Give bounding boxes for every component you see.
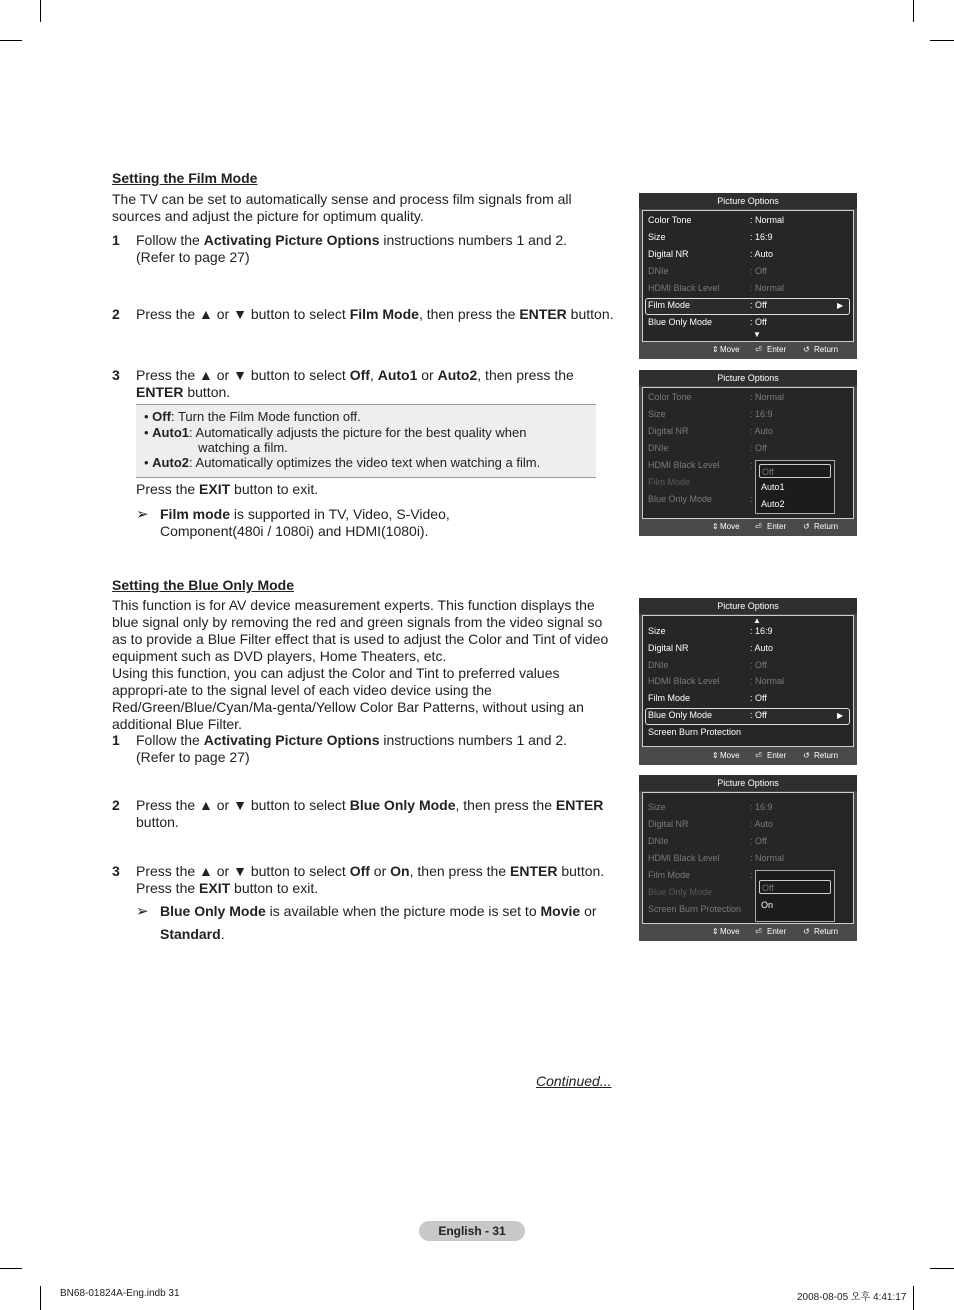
page-number-badge: English - 31	[419, 1221, 525, 1241]
film-step-3: Press the ▲ or ▼ button to select Off, Auto1 or Auto2, then press the ENTER button.	[136, 367, 574, 400]
note-arrow-icon: ➢	[136, 506, 149, 523]
osd-value: : Auto	[750, 643, 774, 653]
hint-move: Move	[720, 927, 740, 936]
osd-screen-blue-select	[639, 598, 857, 765]
osd-item: DNIe	[648, 660, 669, 670]
osd-item: DNIe	[648, 836, 669, 846]
osd-menu	[642, 615, 854, 747]
osd-screen-blue-options	[639, 775, 857, 941]
hint-enter: Enter	[767, 751, 787, 760]
osd-hint-bar	[639, 343, 857, 357]
crop-mark	[913, 0, 914, 22]
osd-item: Blue Only Mode	[648, 887, 713, 897]
osd-item: HDMI Black Level	[648, 460, 720, 470]
hint-enter: Enter	[767, 927, 787, 936]
hint-move: Move	[720, 522, 740, 531]
osd-value: : Auto	[750, 426, 774, 436]
osd-item: HDMI Black Level	[648, 676, 720, 686]
enter-icon: ⏎	[755, 522, 762, 531]
osd-screen-film-options	[639, 370, 857, 536]
osd-value: : Off	[750, 836, 767, 846]
osd-item[interactable]: Size	[648, 626, 666, 636]
return-icon: ↺	[803, 927, 810, 936]
osd-title: Picture Options	[639, 193, 857, 209]
note-arrow-icon: ➢	[136, 903, 149, 920]
step-number: 3	[112, 367, 120, 383]
osd-value: : Off	[750, 317, 767, 327]
step-number: 3	[112, 863, 120, 879]
osd-item: Color Tone	[648, 392, 692, 402]
blue-step-3: Press the ▲ or ▼ button to select Off or On, then press the ENTER button. Press the EXIT button to exit.	[136, 863, 605, 896]
osd-item[interactable]: Color Tone	[648, 215, 692, 225]
blue-step-1: Follow the Activating Picture Options instructions numbers 1 and 2. (Refer to page 27)	[136, 732, 568, 765]
step-number: 2	[112, 797, 120, 813]
osd-value: : Normal	[750, 853, 785, 863]
osd-value: :	[750, 870, 753, 880]
return-icon: ↺	[803, 522, 810, 531]
osd-value: : 16:9	[750, 232, 773, 242]
osd-item: Film Mode	[648, 870, 691, 880]
crop-mark	[0, 40, 22, 41]
dropdown-option[interactable]: Off	[759, 880, 831, 894]
move-icon: ⇕	[712, 345, 719, 354]
hint-return: Return	[814, 345, 839, 354]
film-mode-note: Film mode is supported in TV, Video, S-Video, Component(480i / 1080i) and HDMI(1080i).	[160, 506, 450, 539]
step-number: 1	[112, 232, 120, 248]
osd-value: : Off	[750, 443, 767, 453]
blue-only-intro: This function is for AV device measurement experts. This function displays the blue signal only by removing the red and green signals from the video signal so as to provide a Blue Filter effect that is used to adjust the Color and Tint of video equipment such as DVD players, Home Theaters, etc. Using this function, you can adjust the Color and Tint to preferred values appropri-ate to the signal level of each video device using the Red/Green/Blue/Cyan/Ma-genta/Yellow Color Bar Patterns, without using an additional Blue Filter.	[112, 597, 609, 732]
crop-mark	[0, 1268, 22, 1269]
blue-only-note: Blue Only Mode is available when the picture mode is set to Movie or Standard.	[160, 903, 597, 942]
osd-item: Digital NR	[648, 426, 689, 436]
move-icon: ⇕	[712, 522, 719, 531]
blue-only-title: Setting the Blue Only Mode	[112, 577, 295, 593]
enter-icon: ⏎	[755, 345, 762, 354]
return-icon: ↺	[803, 345, 810, 354]
enter-icon: ⏎	[755, 751, 762, 760]
osd-item: DNIe	[648, 443, 669, 453]
crop-mark	[930, 1268, 954, 1269]
option-off: • Off: Turn the Film Mode function off.	[144, 409, 361, 424]
option-auto1-cont: watching a film.	[144, 440, 288, 455]
osd-item[interactable]: Screen Burn Protection	[648, 727, 742, 737]
osd-value: : Off	[750, 660, 767, 670]
scroll-down-icon: ▼	[753, 330, 761, 339]
osd-item: Size	[648, 802, 666, 812]
return-icon: ↺	[803, 751, 810, 760]
option-auto2: • Auto2: Automatically optimizes the video text when watching a film.	[144, 455, 541, 470]
hint-move: Move	[720, 751, 740, 760]
osd-value: : Normal	[750, 392, 785, 402]
osd-item-selected[interactable]: Film Mode	[648, 300, 691, 310]
continued-label: Continued...	[536, 1073, 612, 1089]
osd-value: : 16:9	[750, 802, 773, 812]
osd-item: DNIe	[648, 266, 669, 276]
move-icon: ⇕	[712, 751, 719, 760]
osd-item[interactable]: Digital NR	[648, 249, 689, 259]
osd-item: HDMI Black Level	[648, 853, 720, 863]
crop-mark	[930, 40, 954, 41]
hint-return: Return	[814, 522, 839, 531]
osd-value: : Auto	[750, 819, 774, 829]
osd-hint-bar	[639, 520, 857, 534]
dropdown-option[interactable]: Auto2	[761, 499, 785, 509]
blue-step-2: Press the ▲ or ▼ button to select Blue Only Mode, then press the ENTER button.	[136, 797, 604, 830]
hint-enter: Enter	[767, 522, 787, 531]
hint-enter: Enter	[767, 345, 787, 354]
film-mode-title: Setting the Film Mode	[112, 170, 258, 186]
osd-value: : Off	[750, 266, 767, 276]
step-number: 2	[112, 306, 120, 322]
hint-return: Return	[814, 751, 839, 760]
film-exit-line: Press the EXIT button to exit.	[136, 481, 319, 497]
osd-item: Blue Only Mode	[648, 494, 713, 504]
osd-value: : Auto	[750, 249, 774, 259]
osd-dropdown	[755, 460, 835, 514]
osd-value: : Off	[750, 300, 767, 310]
film-options-box	[136, 404, 596, 478]
film-step-1: Follow the Activating Picture Options instructions numbers 1 and 2. (Refer to page 27)	[136, 232, 568, 265]
osd-title: Picture Options	[639, 370, 857, 386]
enter-icon: ⏎	[755, 927, 762, 936]
option-auto1: • Auto1: Automatically adjusts the picture for the best quality when	[144, 425, 527, 440]
dropdown-option[interactable]: Off	[759, 464, 831, 478]
osd-value: : Normal	[750, 283, 785, 293]
osd-dropdown	[755, 870, 835, 922]
hint-return: Return	[814, 927, 839, 936]
crop-mark	[913, 1286, 914, 1310]
osd-hint-bar	[639, 925, 857, 939]
osd-value: :	[750, 494, 753, 504]
right-arrow-icon: ▶	[837, 711, 844, 720]
osd-item-selected[interactable]: Blue Only Mode	[648, 710, 713, 720]
osd-item[interactable]: Film Mode	[648, 693, 691, 703]
right-arrow-icon: ▶	[837, 301, 844, 310]
osd-value: : 16:9	[750, 626, 773, 636]
step-number: 1	[112, 732, 120, 748]
scroll-up-icon: ▲	[753, 616, 761, 625]
film-mode-intro: The TV can be set to automatically sense and process film signals from all sources and adjust the picture for optimum quality.	[112, 191, 572, 224]
film-step-2: Press the ▲ or ▼ button to select Film Mode, then press the ENTER button.	[136, 306, 614, 322]
footer-file-info: BN68-01824A-Eng.indb 31	[60, 1288, 180, 1299]
osd-item[interactable]: Size	[648, 232, 666, 242]
osd-hint-bar	[639, 749, 857, 763]
osd-menu	[642, 210, 854, 342]
footer-timestamp: 2008-08-05 오후 4:41:17	[797, 1292, 907, 1303]
osd-item: Film Mode	[648, 477, 691, 487]
move-icon: ⇕	[712, 927, 719, 936]
osd-item: Digital NR	[648, 819, 689, 829]
osd-screen-film-select	[639, 193, 857, 359]
osd-value: : Off	[750, 710, 767, 720]
osd-title: Picture Options	[639, 598, 857, 614]
osd-item: Size	[648, 409, 666, 419]
crop-mark	[40, 0, 41, 22]
osd-value: : Normal	[750, 676, 785, 686]
osd-value: : 16:9	[750, 409, 773, 419]
osd-item[interactable]: Blue Only Mode	[648, 317, 713, 327]
dropdown-option[interactable]: On	[761, 900, 774, 910]
hint-move: Move	[720, 345, 740, 354]
osd-value: : Normal	[750, 215, 785, 225]
osd-item: Screen Burn Protection	[648, 904, 742, 914]
osd-menu	[642, 387, 854, 519]
osd-value: :	[750, 460, 753, 470]
osd-item[interactable]: Digital NR	[648, 643, 689, 653]
crop-mark	[40, 1286, 41, 1310]
osd-menu	[642, 792, 854, 924]
osd-item: HDMI Black Level	[648, 283, 720, 293]
osd-value: : Off	[750, 693, 767, 703]
osd-title: Picture Options	[639, 775, 857, 791]
dropdown-option[interactable]: Auto1	[761, 482, 785, 492]
